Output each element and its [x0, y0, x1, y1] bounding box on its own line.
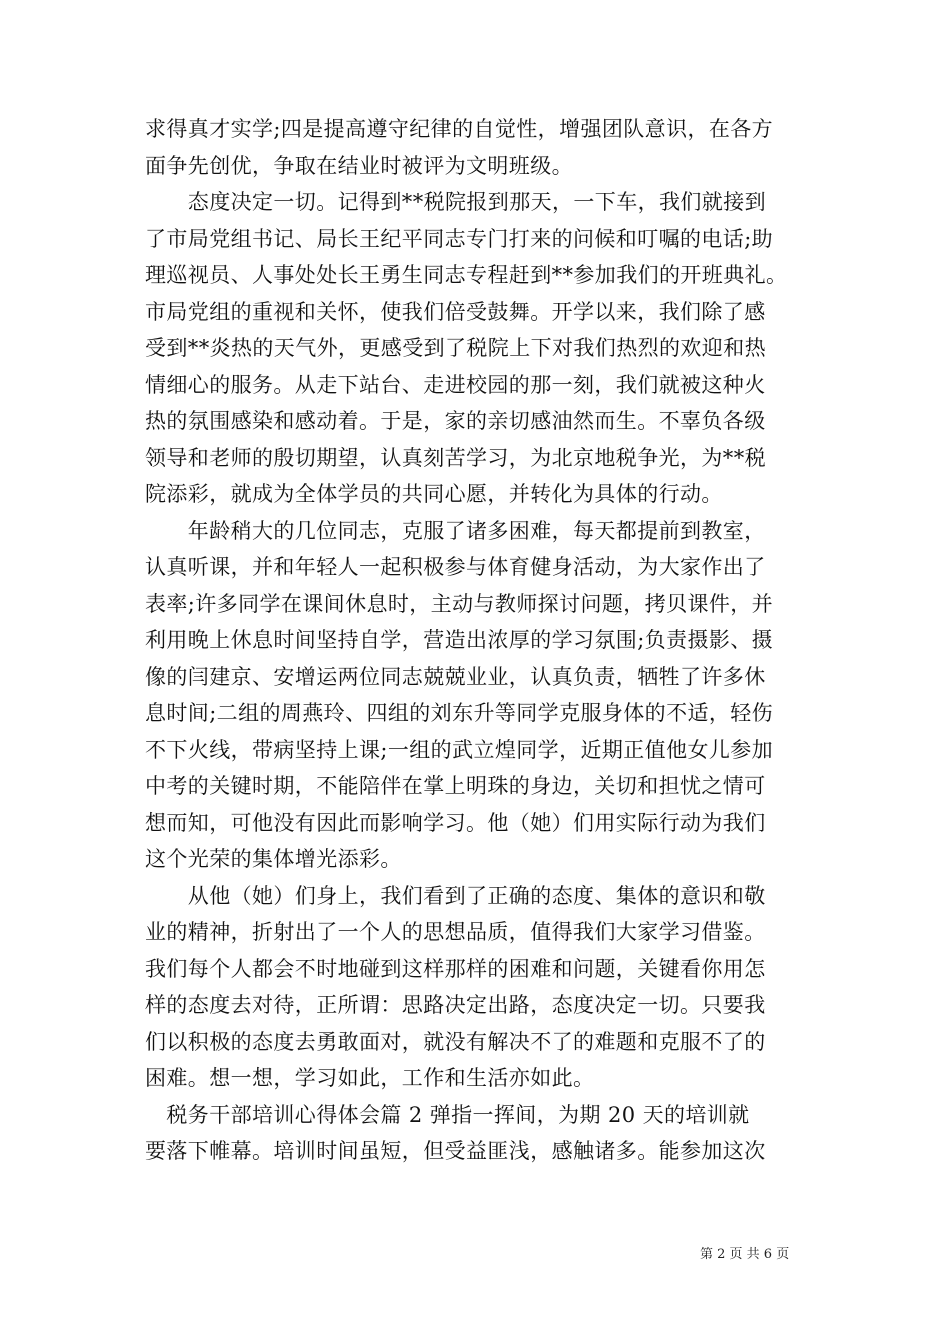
text-line: 从他（她）们身上，我们看到了正确的态度、集体的意识和敬	[145, 883, 766, 908]
text-line: 热的氛围感染和感动着。于是，家的亲切感油然而生。不辜负各级	[145, 409, 766, 433]
text-line: 不下火线，带病坚持上课;一组的武立煌同学，近期正值他女儿参加	[145, 737, 774, 762]
text-line: 想而知，可他没有因此而影响学习。他（她）们用实际行动为我们	[145, 810, 766, 835]
text-line: 认真听课，并和年轻人一起积极参与体育健身活动，为大家作出了	[145, 555, 766, 579]
text-line: 息时间;二组的周燕玲、四组的刘东升等同学克服身体的不适，轻伤	[145, 701, 774, 725]
text-line: 院添彩，就成为全体学员的共同心愿，并转化为具体的行动。	[145, 482, 723, 506]
text-line: 情细心的服务。从走下站台、走进校园的那一刻，我们就被这种火	[145, 372, 766, 397]
text-line: 像的闫建京、安增运两位同志兢兢业业，认真负责，牺牲了许多休	[145, 664, 766, 689]
text-line: 了市局党组书记、局长王纪平同志专门打来的问候和叮嘱的电话;助	[145, 226, 774, 251]
text-line: 们以积极的态度去勇敢面对，就没有解决不了的难题和克服不了的	[145, 1029, 766, 1054]
text-line: 业的精神，折射出了一个人的思想品质，值得我们大家学习借鉴。	[145, 920, 766, 944]
text-line: 领导和老师的殷切期望，认真刻苦学习，为北京地税争光，为**税	[145, 445, 766, 470]
page-number: 第 2 页 共 6 页	[700, 1247, 790, 1262]
text-line: 受到**炎热的天气外，更感受到了税院上下对我们热烈的欢迎和热	[145, 336, 766, 360]
text-line: 困难。想一想，学习如此，工作和生活亦如此。	[145, 1066, 595, 1090]
text-line: 税务干部培训心得体会篇 2 弹指一挥间，为期 20 天的培训就	[145, 1102, 750, 1127]
text-line: 态度决定一切。记得到**税院报到那天，一下车，我们就接到	[145, 190, 766, 214]
text-line: 表率;许多同学在课间休息时，主动与教师探讨问题，拷贝课件，并	[145, 591, 774, 616]
text-line: 我们每个人都会不时地碰到这样那样的困难和问题，关键看你用怎	[145, 956, 766, 981]
text-line: 市局党组的重视和关怀，使我们倍受鼓舞。开学以来，我们除了感	[145, 299, 766, 324]
text-line: 这个光荣的集体增光添彩。	[145, 847, 402, 871]
text-line: 理巡视员、人事处处长王勇生同志专程赶到**参加我们的开班典礼。	[145, 263, 788, 287]
text-line: 要落下帷幕。培训时间虽短，但受益匪浅，感触诸多。能参加这次	[145, 1139, 766, 1163]
text-line: 中考的关键时期，不能陪伴在掌上明珠的身边，关切和担忧之情可	[145, 774, 766, 798]
text-line: 求得真才实学;四是提高遵守纪律的自觉性，增强团队意识，在各方	[145, 117, 774, 141]
text-line: 样的态度去对待，正所谓：思路决定出路，态度决定一切。只要我	[145, 993, 766, 1017]
text-line: 年龄稍大的几位同志，克服了诸多困难，每天都提前到教室，	[145, 518, 766, 543]
text-line: 利用晚上休息时间坚持自学，营造出浓厚的学习氛围;负责摄影、摄	[145, 628, 774, 652]
text-line: 面争先创优，争取在结业时被评为文明班级。	[145, 153, 573, 178]
